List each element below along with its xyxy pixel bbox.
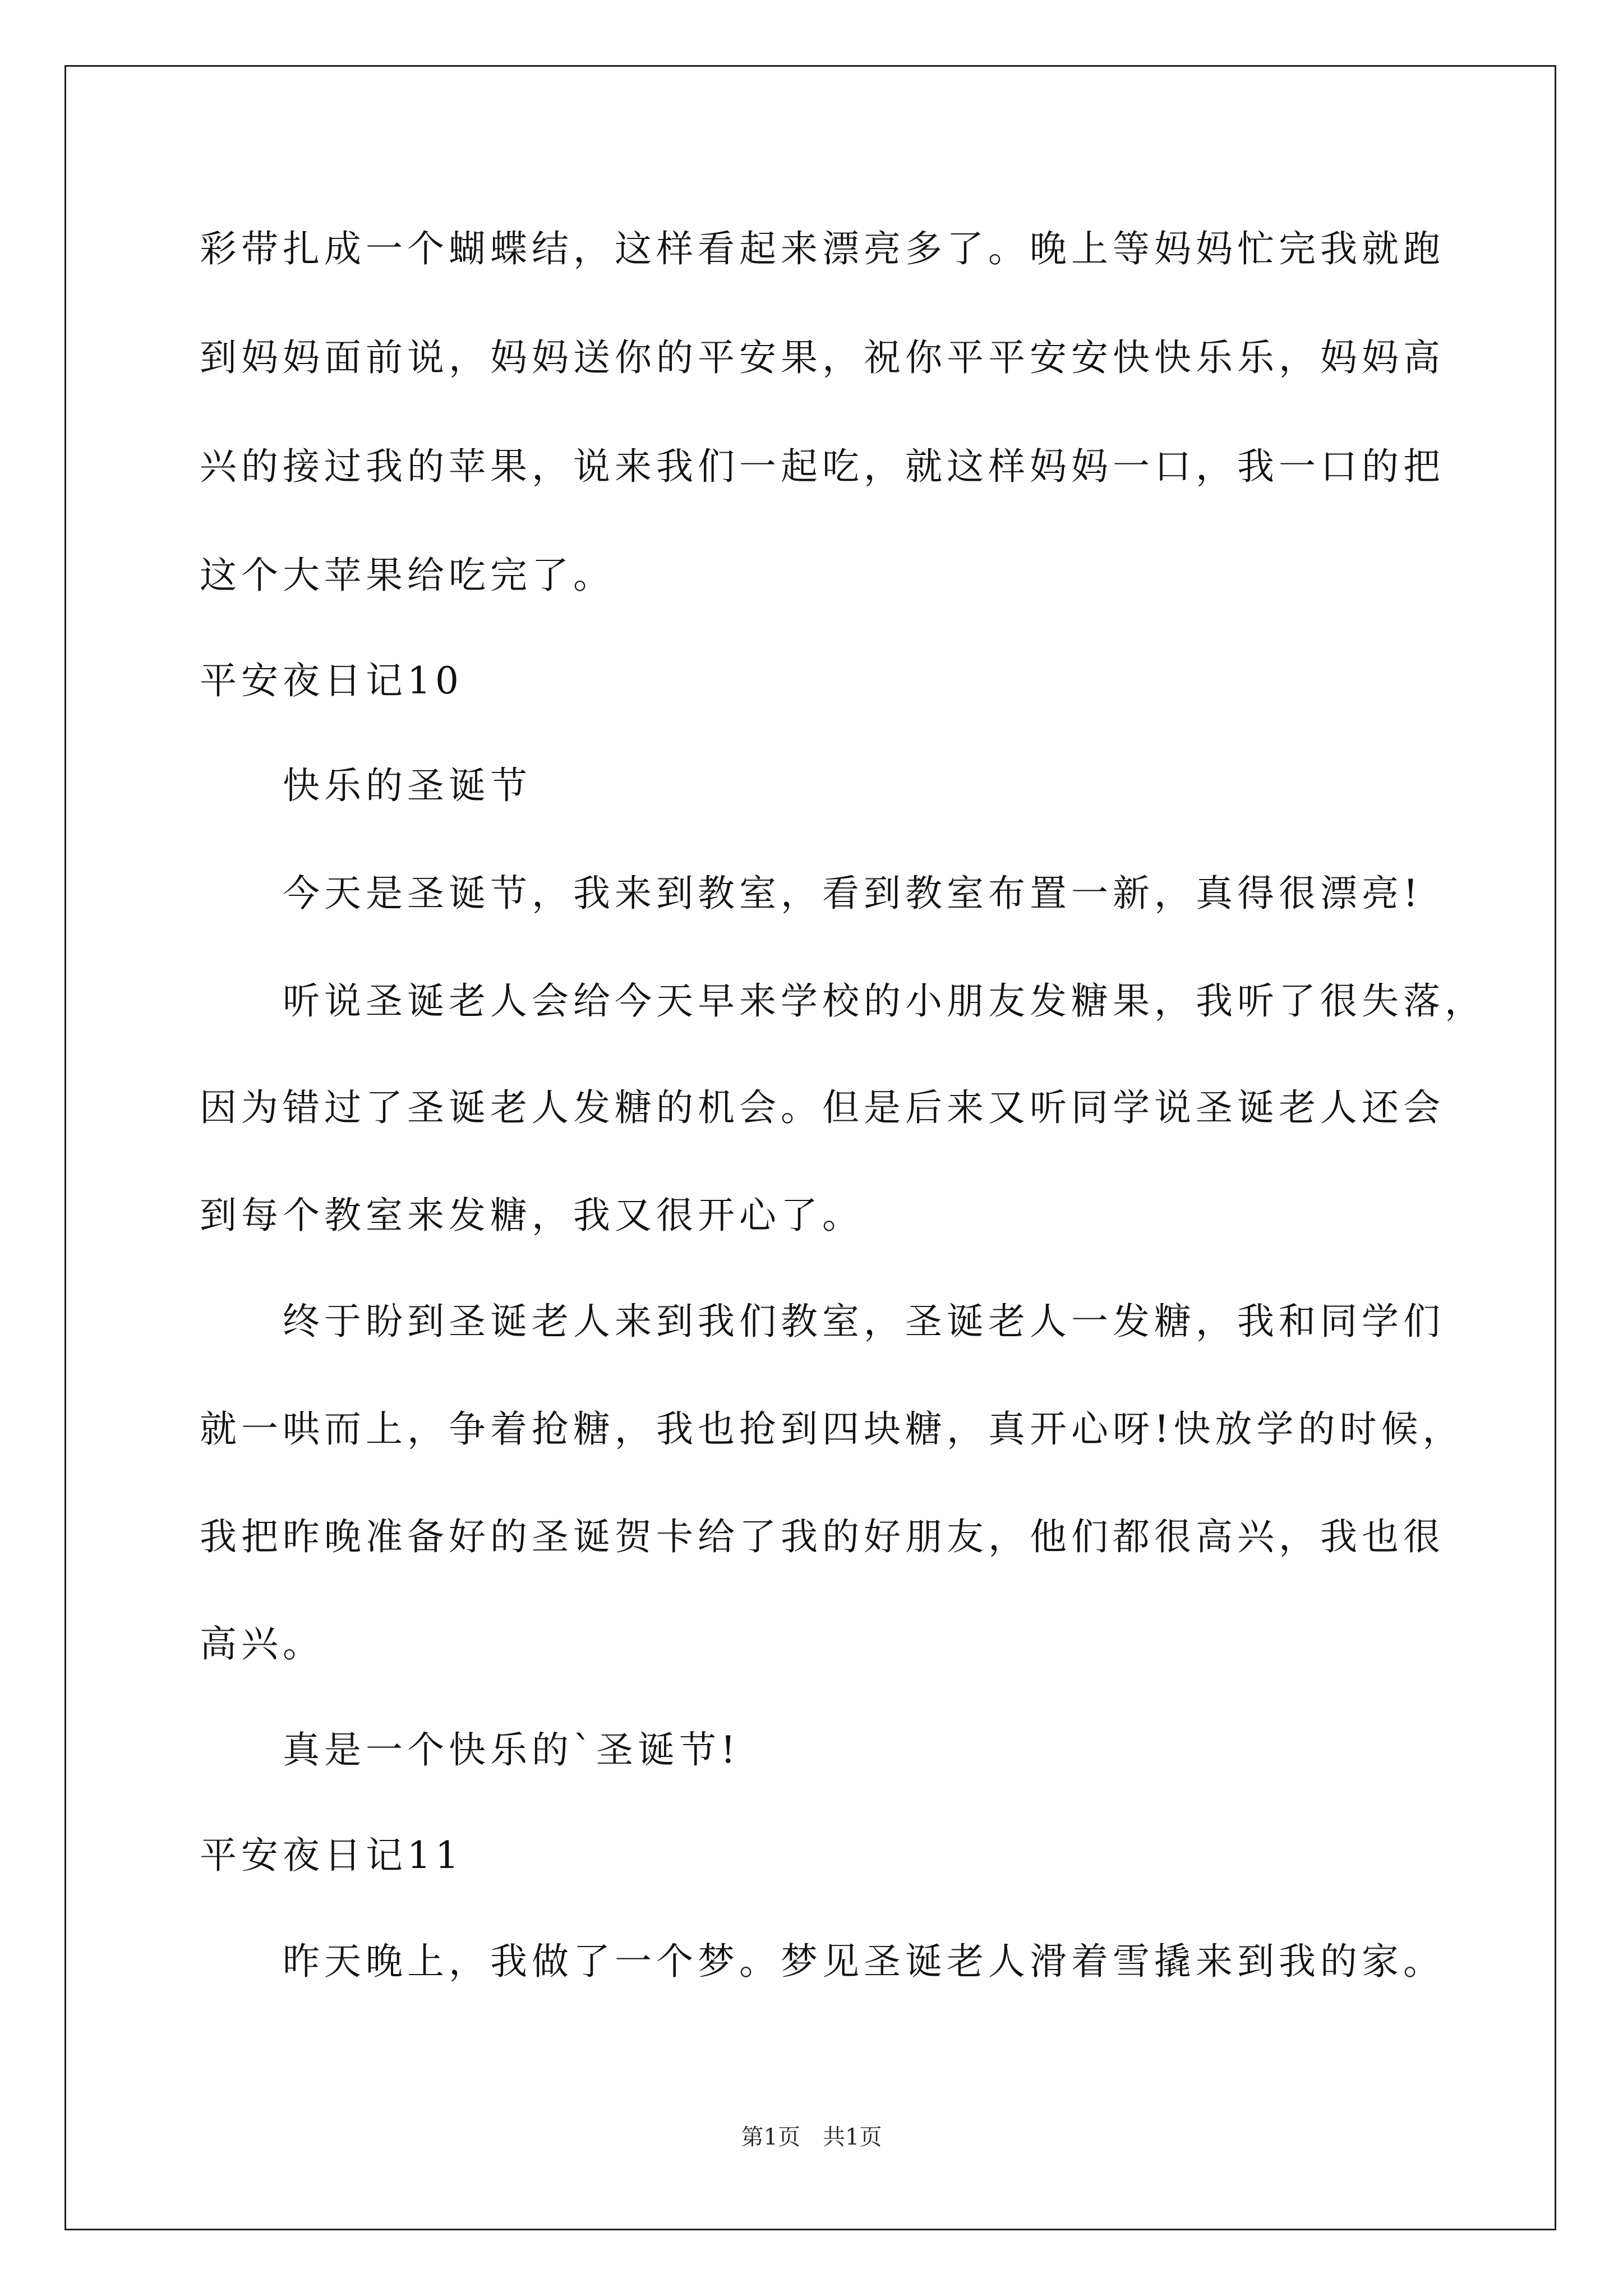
paragraph-line: 真是一个快乐的`圣诞节! bbox=[283, 1728, 740, 1772]
paragraph-line: 到妈妈面前说，妈妈送你的平安果，祝你平平安安快快乐乐，妈妈高 bbox=[200, 336, 1445, 379]
paragraph-line: 兴的接过我的苹果，说来我们一起吃，就这样妈妈一口，我一口的把 bbox=[200, 445, 1445, 488]
paragraph-line: 我把昨晚准备好的圣诞贺卡给了我的好朋友，他们都很高兴，我也很 bbox=[200, 1515, 1445, 1558]
paragraph-line: 到每个教室来发糖，我又很开心了。 bbox=[200, 1194, 864, 1237]
article-title: 快乐的圣诞节 bbox=[283, 764, 532, 807]
paragraph-line: 昨天晚上，我做了一个梦。梦见圣诞老人滑着雪撬来到我的家。 bbox=[283, 1940, 1445, 1983]
paragraph-line: 彩带扎成一个蝴蝶结，这样看起来漂亮多了。晚上等妈妈忙完我就跑 bbox=[200, 227, 1445, 270]
section-heading: 平安夜日记11 bbox=[200, 1834, 463, 1877]
paragraph-line: 今天是圣诞节，我来到教室，看到教室布置一新，真得很漂亮! bbox=[283, 872, 1423, 915]
paragraph-line: 这个大苹果给吃完了。 bbox=[200, 554, 615, 597]
paragraph-line: 就一哄而上，争着抢糖，我也抢到四块糖，真开心呀!快放学的时候， bbox=[200, 1407, 1464, 1451]
paragraph-line: 终于盼到圣诞老人来到我们教室，圣诞老人一发糖，我和同学们 bbox=[283, 1300, 1445, 1343]
section-heading: 平安夜日记10 bbox=[200, 659, 463, 702]
paragraph-line: 听说圣诞老人会给今天早来学校的小朋友发糖果，我听了很失落， bbox=[283, 979, 1486, 1023]
paragraph-line: 高兴。 bbox=[200, 1622, 324, 1665]
page-number: 第1页 共1页 bbox=[741, 2124, 882, 2150]
page-border bbox=[64, 65, 1556, 2230]
paragraph-line: 因为错过了圣诞老人发糖的机会。但是后来又听同学说圣诞老人还会 bbox=[200, 1086, 1445, 1129]
